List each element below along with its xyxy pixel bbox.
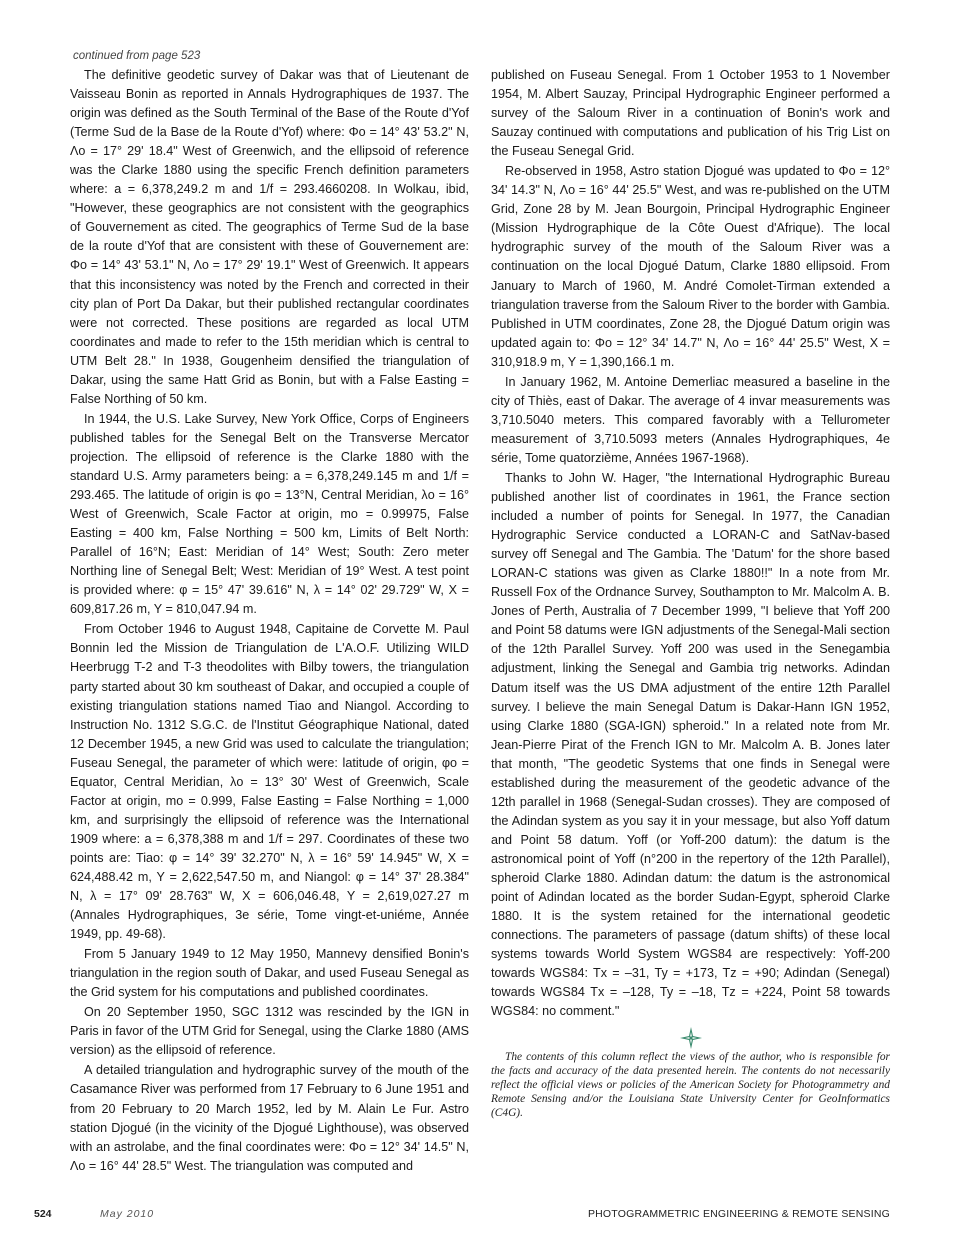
paragraph: Re-observed in 1958, Astro station Djogué was updated to Φo = 12° 34' 14.3" N, Λo = 16° 44' 25.5" West, and was re-published on the UTM Grid, Zone 28 by M. Jean Bourgoin, Principal Hydrographic Engineer (Mission Hydrographique de la Côte Ouest d'Afrique). The local hydrographic survey of the mouth of the Saloum River was a continuation on the local Djogué Datum, Clarke 1880 ellipsoid. From January to March of 1960, M. André Comolet-Tirman extended a triangulation traverse from the Saloum River to the border with Gambia. Published in UTM coordinates, Zone 28, the Djogué Datum origin was updated again to: Φo = 12° 34' 14.7" N, Λo = 16° 44' 25.5" West, X = 310,918.9 m, Y = 1,390,166.1 m. [491, 164, 890, 369]
paragraph: On 20 September 1950, SGC 1312 was rescinded by the IGN in Paris in favor of the UTM Grid for Senegal, using the Clarke 1880 (AMS version) as the ellipsoid of reference. [70, 1005, 469, 1058]
paragraph: A detailed triangulation and hydrographic survey of the mouth of the Casamance River was performed from 17 February to 6 June 1951 and from 20 February to 20 March 1952, led by M. Alain Le Fur. Astro station Djogué (in the vicinity of the Djogué Lighthouse), was observed with an astrolabe, and the final coordinates were: Φo = 12° 34' 14.5" N, Λo = 16° 44' 28.5" West. The triangulation was computed and [70, 1063, 469, 1173]
paragraph: published on Fuseau Senegal. From 1 October 1953 to 1 November 1954, M. Albert Sauzay, Principal Hydrographic Engineer performed a survey of the Saloum River in a continuation of Bonin's work and Sauzay continued with computations and publication of his Trig List on the Fuseau Senegal Grid. [491, 68, 890, 159]
continued-note: continued from page 523 [73, 50, 201, 62]
right-column [491, 66, 890, 1121]
paragraph: In January 1962, M. Antoine Demerliac measured a baseline in the city of Thiès, east of Dakar. The average of 4 invar measurements was 3,710.5040 meters. This compared favorably with a Tellurometer measurement of 3,710.5093 meters (Annales Hydrographiques, 4e série, Tome quatorzième, Années 1967-1968). [491, 374, 890, 465]
journal-title: PHOTOGRAMMETRIC ENGINEERING & REMOTE SENSING [587, 1208, 890, 1220]
paragraph: The definitive geodetic survey of Dakar was that of Lieutenant de Vaisseau Bonin as reported in Annals Hydrographiques de 1937. The origin was defined as the South Terminal of the Base of the Route d'Yof (Terme Sud de la Base de la Route d'Yof) where: Φo = 14° 43' 53.2" N, Λo = 17° 29' 18.4" West of Greenwich, and the ellipsoid of reference was the Clarke 1880 using the specific French definition parameters where: a = 6,378,249.2 m and 1/f = 293.4660208. In Wolkau, ibid, "However, these geographics are not consistent with the geographics of Gouvernement as cited. The geographics of Terme Sud de la base de la route d'Yof that are consistent with these of Gouvernement are: Φo = 14° 43' 53.1" N, Λo = 17° 29' 19.1" West of Greenwich. It appears that this inconsistency was noted by the French and corrected in their city plan of Port Da Dakar, but their published rectangular coordinates were not corrected. These positions are regarded as local UTM coordinates and made to refer to the 15th meridian which is central to UTM Belt 28." In 1938, Gougenheim densified the triangulation of Dakar, using the same Hatt Grid as Bonin, but with a False Easting = False Northing of 50 km. [70, 68, 469, 406]
paragraph: Thanks to John W. Hager, "the International Hydrographic Bureau published another list of coordinates in 1961, the France section included a number of points for Senegal. In 1977, the Canadian Hydrographic Service conducted a LORAN-C and SatNav-based survey off Senegal and The Gambia. The 'Datum' for the shore based LORAN-C stations was given as Clarke 1880!!" In a note from Mr. Russell Fox of the Ordnance Survey, Southampton to Mr. Malcolm A. B. Jones of Perth, Australia of 7 December 1999, "I believe that Yoff 200 and Point 58 datums were IGN adjustments of the Senegal-Mali section of the 12th Parallel Survey. Yoff 200 was used in the Senegambia adjustment, linking the Senegal and Gambia trig networks. Adindan Datum itself was the US DMA adjustment of the entire 12th Parallel survey. I believe the main Senegal Datum is Dakar-Hann IGN 1952, using Clarke 1880 (SGA-IGN) spheroid." In a related note from Mr. Jean-Pierre Pirat of the French IGN to Mr. Malcolm A. B. Jones later that month, "The geodetic Systems that one finds in Senegal were established during the measurement of the geodetic advance of the 12th parallel in 1968 (Senegal-Sudan crosses). They are composed of the Adindan system as you say it in your message, but also Yoff datum and Point 58 datum. Yoff (or Yoff-200 datum): the datum is the astronomical point of Yoff (n°200 in the repertory of the 12th Parallel), spheroid Clarke 1880. Adindan datum: the datum is the astronomical point of Adindan located as the border Sudan-Egypt, spheroid Clarke 1880. It is the system retained for the international geodetic connections. The parameters of passage (datum shifts) of these local systems towards World System WGS84 are respectively: Yoff-200 towards WGS84: Tx = –31, Ty = +173, Tz = +90; Adindan (Senegal) towards WGS84 Tx = –128, Ty = –18, Tz = +224, Point 58 towards WGS84: no comment." [491, 470, 891, 1019]
paragraph: From October 1946 to August 1948, Capitaine de Corvette M. Paul Bonnin led the Mission de Triangulation de L'A.O.F. Utilizing WILD Heerbrugg T-2 and T-3 theodolites with Bilby towers, the triangulation party started about 30 km southeast of Dakar, and occupied a couple of existing triangulation stations named Tiao and Niangol. According to Instruction No. 1312 S.G.C. de l'Institut Géographique National, dated 12 December 1945, a new Grid was used to calculate the triangulation; Fuseau Senegal, the parameter of which were: latitude of origin, φo = Equator, Central Meridian, λo = 13° 30' West of Greenwich, Scale Factor at origin, mo = 0.999, False Easting = False Northing = 1,000 km, and surprisingly the ellipsoid of reference was the International 1909 where: a = 6,378,388 m and 1/f = 297. Coordinates of these two points are: Tiao: φ = 14° 39' 32.270" N, λ = 16° 59' 14.945" W, X = 624,488.42 m, Y = 2,622,547.50 m, and Niangol: φ = 14° 37' 28.384" N, λ = 17° 09' 28.763" W, X = 606,046.48, Y = 2,619,027.27 m (Annales Hydrographiques, 3e série, Tome vingt-et-uniéme, Année 1949, pp. 49-68). [70, 622, 469, 942]
page-number: 524 [34, 1208, 52, 1220]
paragraph: In 1944, the U.S. Lake Survey, New York Office, Corps of Engineers published tables for the Senegal Belt on the Transverse Mercator projection. The ellipsoid of reference is the Clarke 1880 with the standard U.S. Army parameters being: a = 6,378,249.145 m and 1/f = 293.465. The latitude of origin is φo = 13°N, Central Meridian, λo = 16° West of Greenwich, Scale Factor at origin, mo = 0.99975, False Easting = 400 km, False Northing = 500 km, Limits of Belt North: Parallel of 16°N; East: Meridian of 14° West; South: Zero meter Northing line of Senegal Belt; West: Meridian of 19° West. A test point is provided where: φ = 15° 47' 39.616" N, λ = 14° 02' 29.729" W, X = 609,817.26 m, Y = 810,047.94 m. [70, 411, 469, 617]
left-column [70, 66, 469, 1177]
paragraph: From 5 January 1949 to 12 May 1950, Mannevy densified Bonin's triangulation in the region south of Dakar, and used Fuseau Senegal as the Grid system for his computations and published coordinates. [70, 947, 469, 1000]
compass-star-icon [491, 1027, 890, 1049]
disclaimer: The contents of this column reflect the views of the author, who is responsible for the facts and accuracy of the data presented herein. The contents do not necessarily reflect the official views or policies of the American Society for Photogrammetry and Remote Sensing and/or the Louisiana State University Center for GeoInformatics (C4G). [491, 1051, 890, 1119]
issue-date: May 2010 [100, 1208, 155, 1220]
